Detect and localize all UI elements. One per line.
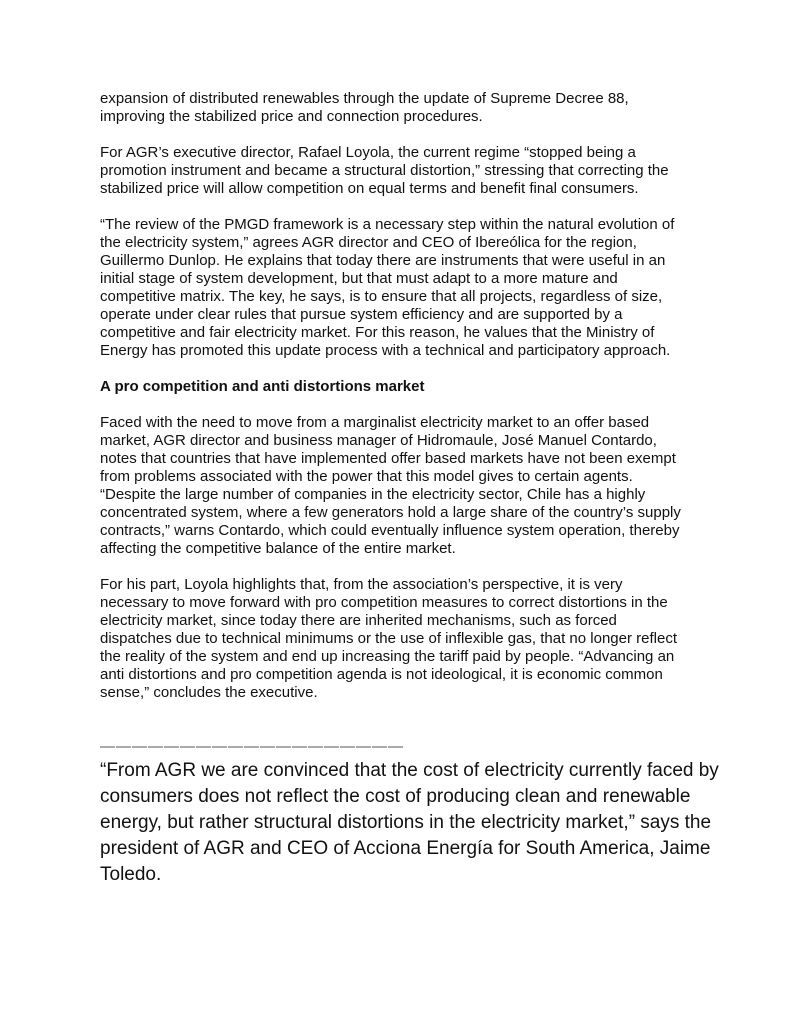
paragraph-line: contracts,” warns Contardo, which could eventually influence system operation, thereby <box>100 522 680 539</box>
pull-quote-line: Toledo. <box>100 864 162 885</box>
article-body-bottom <box>100 414 720 702</box>
document-page <box>100 90 720 888</box>
paragraph-line: improving the stabilized price and connection procedures. <box>100 108 483 125</box>
paragraph-line: Faced with the need to move from a marginalist electricity market to an offer based <box>100 414 650 431</box>
paragraph-line: “The review of the PMGD framework is a necessary step within the natural evolution of <box>100 216 675 233</box>
paragraph-line: the reality of the system and end up increasing the tariff paid by people. “Advancing an <box>100 648 675 665</box>
paragraph-line: promotion instrument and became a structural distortion,” stressing that correcting the <box>100 162 669 179</box>
paragraph-line: initial stage of system development, but that must adapt to a more mature and <box>100 270 618 287</box>
paragraph-line: dispatches due to technical minimums or the use of inflexible gas, that no longer reflect <box>100 630 677 647</box>
paragraph-line: “Despite the large number of companies in the electricity sector, Chile has a highly <box>100 486 646 503</box>
paragraph-line: For his part, Loyola highlights that, from the association’s perspective, it is very <box>100 576 623 593</box>
paragraph-line: from problems associated with the power that this model gives to certain agents. <box>100 468 633 485</box>
paragraph <box>100 216 720 360</box>
pull-quote-line: consumers does not reflect the cost of producing clean and renewable <box>100 786 691 807</box>
paragraph <box>100 144 720 198</box>
paragraph-line: competitive and fair electricity market. For this reason, he values that the Ministry of <box>100 324 655 341</box>
pull-quote-line: president of AGR and CEO of Acciona Energía for South America, Jaime <box>100 838 711 859</box>
pull-quote-line: “From AGR we are convinced that the cost of electricity currently faced by <box>100 760 719 781</box>
paragraph-line: anti distortions and pro competition agenda is not ideological, it is economic common <box>100 666 663 683</box>
paragraph-line: Guillermo Dunlop. He explains that today there are instruments that were useful in an <box>100 252 666 269</box>
paragraph-line: sense,” concludes the executive. <box>100 684 318 701</box>
paragraph-line: affecting the competitive balance of the entire market. <box>100 540 456 557</box>
paragraph <box>100 576 720 702</box>
paragraph-line: concentrated system, where a few generators hold a large share of the country’s supply <box>100 504 681 521</box>
paragraph-line: competitive matrix. The key, he says, is to ensure that all projects, regardless of size, <box>100 288 663 305</box>
paragraph-line: market, AGR director and business manager of Hidromaule, José Manuel Contardo, <box>100 432 657 449</box>
paragraph-line: necessary to move forward with pro competition measures to correct distortions in the <box>100 594 668 611</box>
separator-line: ——————————————————— <box>100 738 404 755</box>
pull-quote-line: energy, but rather structural distortions in the electricity market,” says the <box>100 812 712 833</box>
paragraph-line: notes that countries that have implemented offer based markets have not been exempt <box>100 450 676 467</box>
paragraph-line: expansion of distributed renewables through the update of Supreme Decree 88, <box>100 90 629 107</box>
paragraph-line: the electricity system,” agrees AGR director and CEO of Ibereólica for the region, <box>100 234 637 251</box>
paragraph-line: Energy has promoted this update process with a technical and participatory approach. <box>100 342 671 359</box>
paragraph <box>100 414 720 558</box>
section-heading: A pro competition and anti distortions market <box>100 378 425 395</box>
paragraph-line: For AGR’s executive director, Rafael Loyola, the current regime “stopped being a <box>100 144 636 161</box>
paragraph-line: electricity market, since today there are inherited mechanisms, such as forced <box>100 612 617 629</box>
paragraph-line: stabilized price will allow competition on equal terms and benefit final consumers. <box>100 180 639 197</box>
pull-quote <box>100 758 720 888</box>
article-body-top <box>100 90 720 360</box>
paragraph-line: operate under clear rules that pursue system efficiency and are supported by a <box>100 306 623 323</box>
paragraph <box>100 90 720 126</box>
